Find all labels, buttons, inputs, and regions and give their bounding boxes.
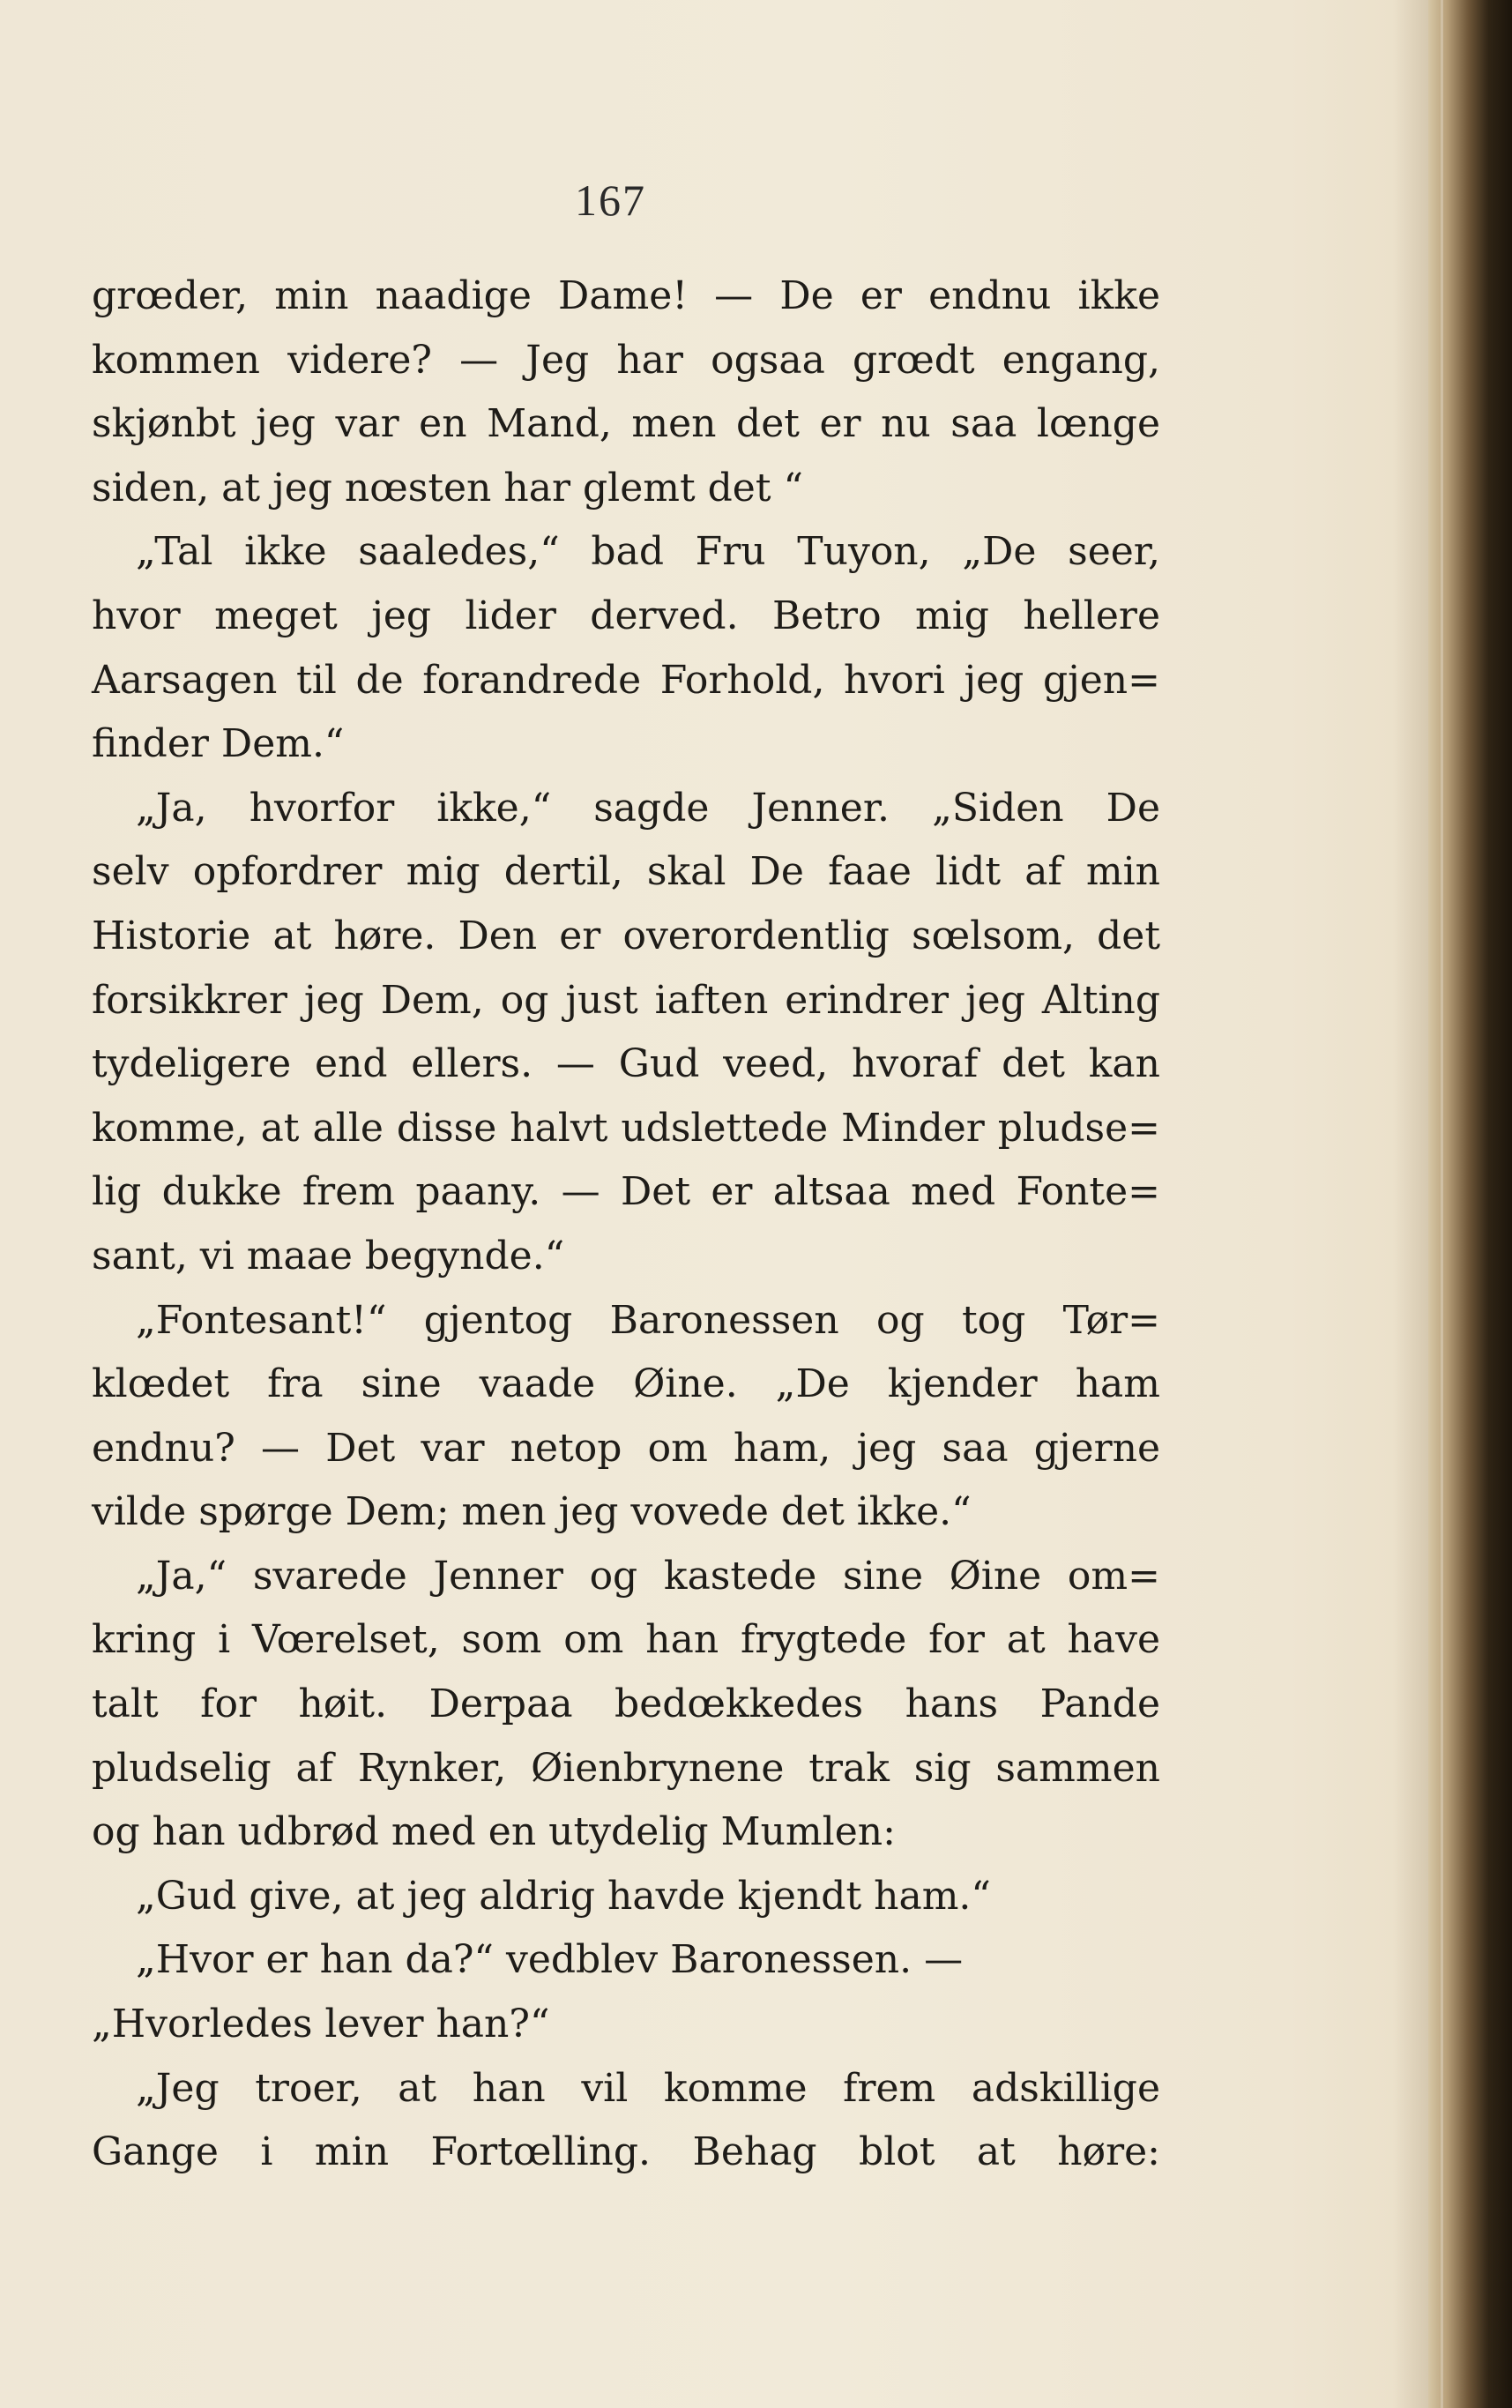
text-line: „Gud give, at jeg aldrig havde kjendt ham.“	[136, 1873, 991, 1919]
text-line: Aarsagen til de forandrede Forhold, hvori jeg gjen=	[92, 657, 1160, 703]
text-line: klœdet fra sine vaade Øine. „De kjender ham	[92, 1361, 1160, 1407]
text-line: „Hvor er han da?“ vedblev Baronessen. —	[136, 1937, 964, 1983]
text-line: grœder, min naadige Dame! — De er endnu ikke	[92, 273, 1160, 318]
text-line: forsikkrer jeg Dem, og just iaften erindrer jeg Alting	[92, 977, 1160, 1023]
text-line: kring i Vœrelset, som om han frygtede for at have	[92, 1617, 1160, 1663]
text-line: tydeligere end ellers. — Gud veed, hvoraf det kan	[92, 1041, 1160, 1087]
text-line: „Ja,“ svarede Jenner og kastede sine Øine om=	[136, 1553, 1160, 1599]
text-line: „Hvorledes lever han?“	[92, 2002, 550, 2047]
text-line: Gange i min Fortœlling. Behag blot at høre:	[92, 2129, 1160, 2175]
book-spine-edge	[1428, 0, 1512, 2408]
text-line: komme, at alle disse halvt udslettede Minder pludse=	[92, 1105, 1160, 1151]
text-line: „Fontesant!“ gjentog Baronessen og tog Tør=	[136, 1297, 1160, 1343]
page-number: 167	[575, 175, 646, 225]
text-line: og han udbrød med en utydelig Mumlen:	[92, 1809, 896, 1855]
text-line: endnu? — Det var netop om ham, jeg saa gjerne	[92, 1425, 1160, 1471]
text-line: selv opfordrer mig dertil, skal De faae lidt af min	[92, 849, 1160, 895]
text-line: kommen videre? — Jeg har ogsaa grœdt engang,	[92, 337, 1160, 383]
text-line: talt for høit. Derpaa bedœkkedes hans Pande	[92, 1681, 1160, 1727]
text-line: siden, at jeg nœsten har glemt det “	[92, 465, 803, 511]
text-line: lig dukke frem paany. — Det er altsaa med Fonte=	[92, 1169, 1160, 1215]
text-line: skjønbt jeg var en Mand, men det er nu saa lœnge	[92, 401, 1160, 447]
text-line: „Tal ikke saaledes,“ bad Fru Tuyon, „De seer,	[136, 529, 1160, 575]
text-line: finder Dem.“	[92, 721, 345, 767]
text-line: pludselig af Rynker, Øienbrynene trak sig sammen	[92, 1745, 1160, 1791]
gutter-shadow	[1393, 0, 1428, 2408]
text-line: „Ja, hvorfor ikke,“ sagde Jenner. „Siden De	[136, 785, 1160, 831]
text-line: vilde spørge Dem; men jeg vovede det ikke.“	[92, 1489, 972, 1535]
text-line: Historie at høre. Den er overordentlig sœlsom, det	[92, 913, 1160, 958]
body-text	[92, 265, 1160, 2185]
text-line: sant, vi maae begynde.“	[92, 1233, 565, 1279]
text-line: hvor meget jeg lider derved. Betro mig hellere	[92, 593, 1160, 638]
text-line: „Jeg troer, at han vil komme frem adskillige	[136, 2065, 1160, 2111]
